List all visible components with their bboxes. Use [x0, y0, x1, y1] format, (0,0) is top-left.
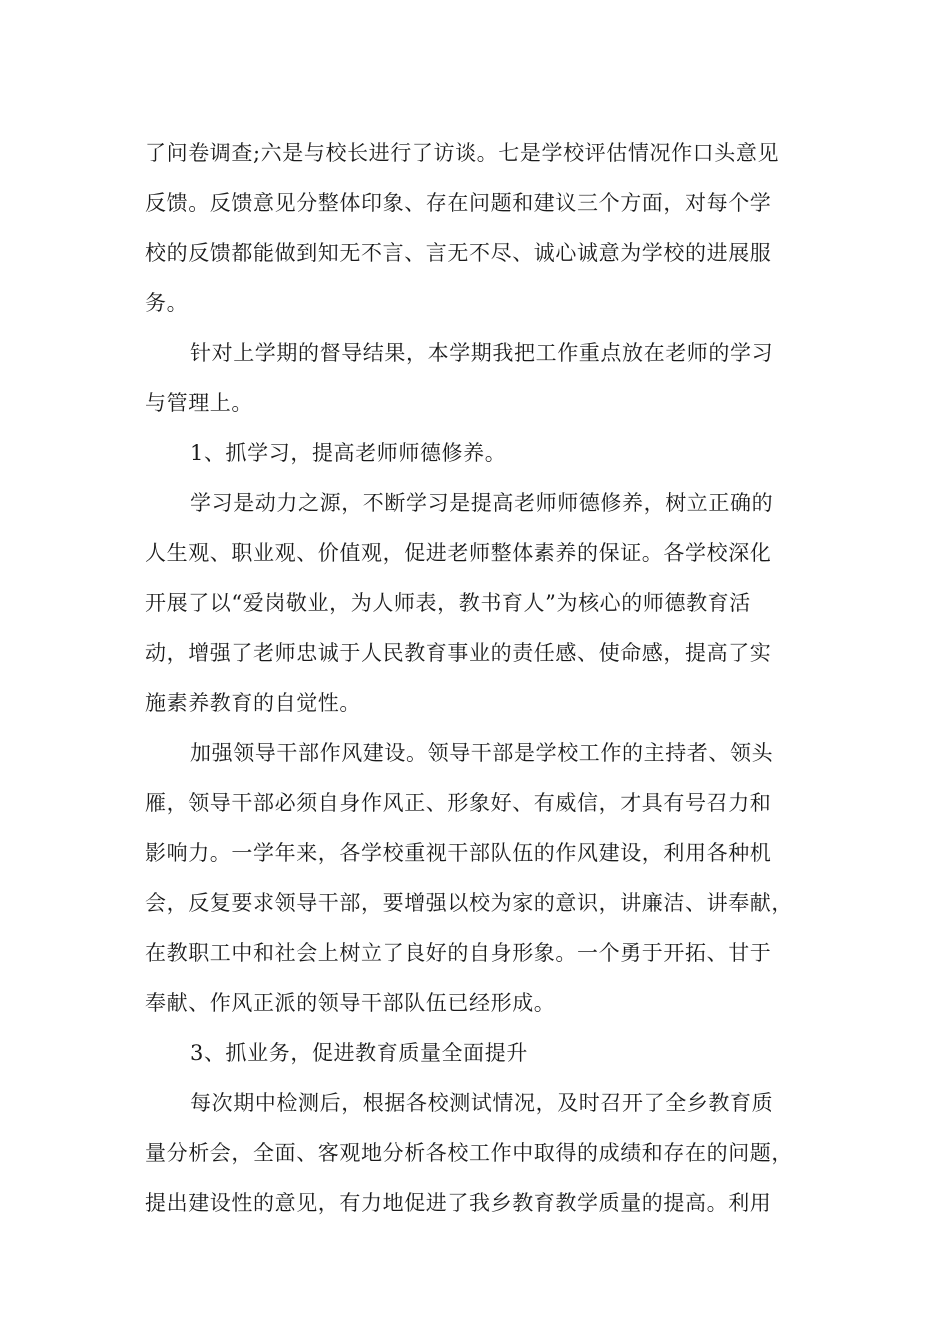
text-line: 会，反复要求领导干部，要增强以校为家的意识，讲廉洁、讲奉献， [145, 891, 793, 915]
text-line: 每次期中检测后，根据各校测试情况，及时召开了全乡教育质 [190, 1091, 774, 1115]
text-line: 在教职工中和社会上树立了良好的自身形象。一个勇于开拓、甘于 [145, 941, 772, 965]
section-heading: 3、抓业务，促进教育质量全面提升 [190, 1041, 528, 1065]
text-line: 了问卷调查;六是与校长进行了访谈。七是学校评估情况作口头意见 [145, 141, 780, 165]
text-line: 影响力。一学年来，各学校重视干部队伍的作风建设，利用各种机 [145, 841, 772, 865]
text-line: 务。 [145, 291, 189, 315]
text-line: 雁，领导干部必须自身作风正、形象好、有威信，才具有号召力和 [145, 791, 772, 815]
text-line: 施素养教育的自觉性。 [145, 691, 361, 715]
text-line: 校的反馈都能做到知无不言、言无不尽、诚心诚意为学校的进展服 [145, 241, 772, 265]
text-line: 提出建设性的意见，有力地促进了我乡教育教学质量的提高。利用 [145, 1191, 772, 1215]
text-line: 针对上学期的督导结果，本学期我把工作重点放在老师的学习 [190, 341, 774, 365]
text-line: 反馈。反馈意见分整体印象、存在问题和建议三个方面，对每个学 [145, 191, 772, 215]
text-line: 开展了以“爱岗敬业，为人师表，教书育人”为核心的师德教育活 [145, 591, 751, 615]
text-line: 人生观、职业观、价值观，促进老师整体素养的保证。各学校深化 [145, 541, 772, 565]
text-line: 与管理上。 [145, 391, 253, 415]
text-line: 学习是动力之源，不断学习是提高老师师德修养，树立正确的 [190, 491, 774, 515]
text-line: 量分析会，全面、客观地分析各校工作中取得的成绩和存在的问题， [145, 1141, 793, 1165]
text-line: 加强领导干部作风建设。领导干部是学校工作的主持者、领头 [190, 741, 774, 765]
section-heading: 1、抓学习，提高老师师德修养。 [190, 441, 507, 465]
text-line: 奉献、作风正派的领导干部队伍已经形成。 [145, 991, 556, 1015]
text-line: 动，增强了老师忠诚于人民教育事业的责任感、使命感，提高了实 [145, 641, 772, 665]
